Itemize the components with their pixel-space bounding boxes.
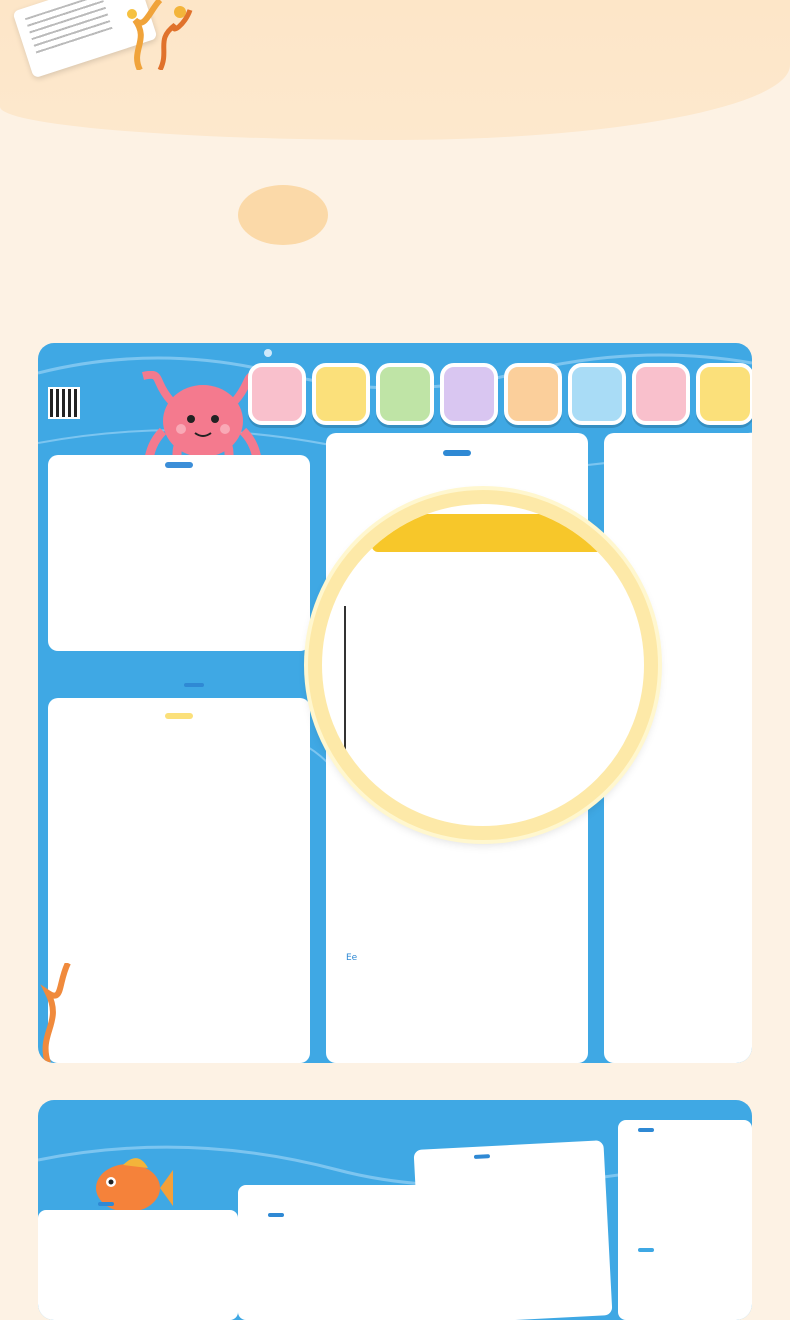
panel-subheader (165, 713, 193, 719)
title-char (632, 363, 690, 425)
p2-panel-head (638, 1248, 654, 1252)
title-char (376, 363, 434, 425)
p2-panel-1 (38, 1210, 238, 1320)
panel-vowel-sounds (48, 698, 310, 1063)
title-char (312, 363, 370, 425)
coral-decor (38, 963, 78, 1063)
panel-noun-definitions (48, 455, 310, 651)
p2-panel-2 (238, 1185, 438, 1320)
title-char (248, 363, 306, 425)
ee-label: Ee (346, 953, 358, 963)
noun-definition-list (48, 472, 310, 484)
p2-panel-4 (618, 1120, 752, 1320)
vowel-section-header (184, 683, 204, 687)
seaweed-decor (120, 0, 200, 70)
title-char (568, 363, 626, 425)
panel-header (443, 450, 471, 456)
p2-panel-head (474, 1154, 490, 1159)
poster-title (248, 363, 752, 433)
p2-panel-3 (414, 1140, 613, 1320)
p2-panel-head (268, 1213, 284, 1217)
section-title-wrap (0, 190, 790, 209)
panel-header (165, 462, 193, 468)
qr-code (48, 387, 80, 419)
title-char (504, 363, 562, 425)
poster-tenses (38, 1100, 752, 1320)
title-char (696, 363, 752, 425)
p2-panel-head (638, 1128, 654, 1132)
magnifier-title (372, 514, 602, 552)
magnifier-zoom (308, 490, 658, 840)
title-char (440, 363, 498, 425)
tree-line (344, 606, 346, 822)
p2-panel-head (98, 1202, 114, 1206)
